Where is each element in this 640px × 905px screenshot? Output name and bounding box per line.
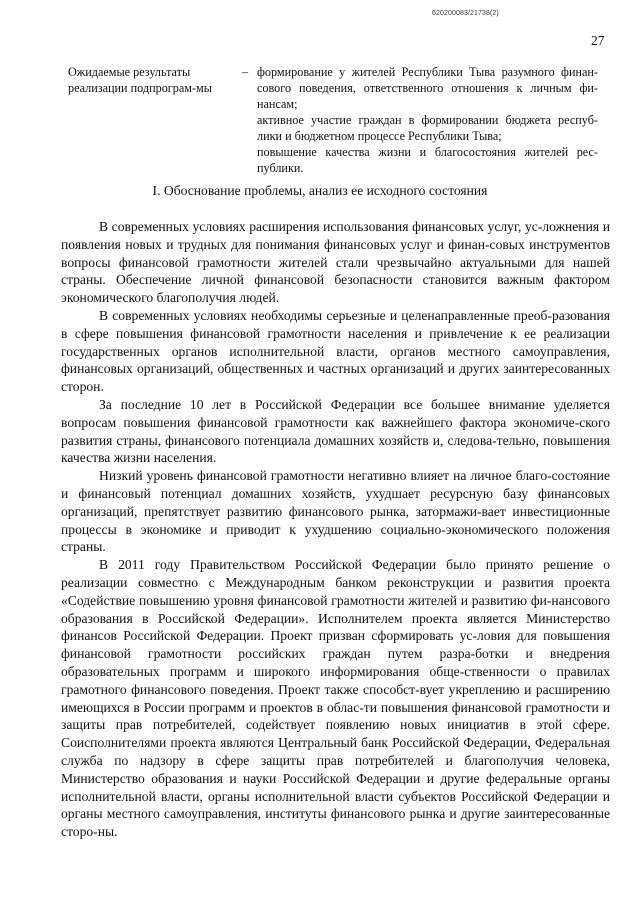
paragraph: В современных условиях расширения использования финансовых услуг, ус-ложнения и появления новых и трудных для понимания финансовых услуг и финан-совых инструментов вопросы финансовой грамотности жителей стали чрезвычайно актуальными для нашей страны. Обеспечение личной финансовой безопасности становится важным фактором экономического благополучия людей. — [61, 219, 610, 306]
summary-item: формирование у жителей Республики Тыва разумного финан-сового поведения, ответственного отношения к личным фи-нансам; — [257, 65, 598, 111]
summary-dash: – — [242, 65, 249, 79]
summary-items — [257, 64, 598, 176]
body-text — [61, 218, 610, 841]
section-heading: I. Обоснование проблемы, анализ ее исходного состояния — [152, 183, 488, 198]
summary-label: Ожидаемые результаты реализации подпрограм-мы — [68, 65, 212, 95]
paragraph: За последние 10 лет в Российской Федерации все большее внимание уделяется вопросам повышения финансовой грамотности как важнейшего фактора экономиче-ского развития страны, финансового потенциала домашних хозяйств и, следова-тельно, повышения качества жизни населения. — [61, 396, 610, 466]
document-id: 620200083/21738(2) — [432, 10, 499, 17]
paragraph: В 2011 году Правительством Российской Федерации было принято решение о реализации совместно с Международным банком реконструкции и развития проекта «Содействие повышению уровня финансовой грамотности жителей и развитию фи-нансового образования в Российской Федерации». Исполнителем проекта является Министерство финансов Российской Федерации. Проект призван сформировать ус-ловия для повышения финансовой грамотности российских граждан путем разра-ботки и внедрения образовательных программ и широкого информирования обще-ственности о правилах грамотного финансового поведения. Проект также способст-вует укреплению и расширению имеющихся в России программ и проектов в облас-ти повышения финансовой грамотности и защиты прав потребителей, содействует появлению новых инициатив в этой сфере. Соисполнителями проекта являются Центральный банк Российской Федерации, Федеральная служба по надзору в сфере защиты прав потребителей и благополучия человека, Министерство образования и науки Российской Федерации и другие федеральные органы исполнительной власти, органы исполнительной власти субъектов Российской Федерации и органы местного самоуправления, институты финансового рынка и другие заинтересованные сторо-ны. — [61, 557, 610, 840]
page-number: 27 — [591, 33, 605, 48]
paragraph: Низкий уровень финансовой грамотности негативно влияет на личное благо-состояние и финансовый потенциал домашних хозяйств, ухудшает ресурсную базу финансовых организаций, препятствует развитию финансового рынка, затормажи-вает инвестиционные процессы в экономике и приводит к ухудшению социально-экономического положения страны. — [61, 468, 610, 555]
summary-item: активное участие граждан в формировании бюджета респуб-лики и бюджетном процессе Республики Тыва; — [257, 113, 598, 143]
summary-item: повышение качества жизни и благосостояния жителей рес-публики. — [257, 145, 598, 175]
paragraph: В современных условиях необходимы серьезные и целенаправленные преоб-разования в сфере повышения финансовой грамотности населения и привлечение к ее реализации государственных органов исполнительной власти, органов местного самоуправления, финансовых организаций, общественных и частных организаций и других заинтересованных сторон. — [61, 307, 610, 395]
